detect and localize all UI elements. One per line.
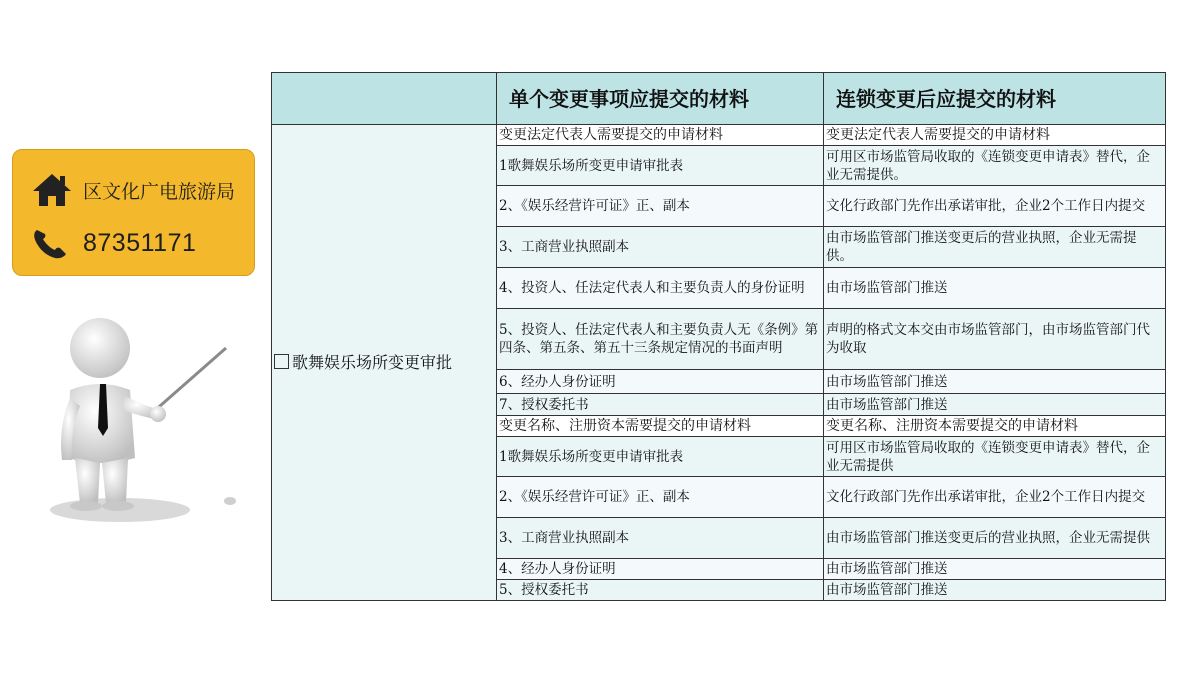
materials-table: [271, 72, 1166, 601]
row-left: 5、投资人、任法定代表人和主要负责人无《条例》第四条、第五条、第五十三条规定情况的书面声明: [497, 309, 824, 370]
group-title-left: 变更法定代表人需要提交的申请材料: [497, 125, 824, 146]
header-single-change: 单个变更事项应提交的材料: [497, 73, 824, 125]
phone-icon: [31, 226, 71, 260]
row-left: 2、《娱乐经营许可证》正、副本: [497, 477, 824, 518]
contact-card: [12, 149, 255, 276]
row-right: 由市场监管部门推送变更后的营业执照，企业无需提供: [824, 518, 1166, 559]
row-left: 7、授权委托书: [497, 394, 824, 416]
row-left: 1歌舞娱乐场所变更申请审批表: [497, 437, 824, 477]
row-left: 1歌舞娱乐场所变更申请审批表: [497, 146, 824, 186]
row-right: 由市场监管部门推送: [824, 370, 1166, 394]
row-right: 文化行政部门先作出承诺审批，企业2个工作日内提交: [824, 477, 1166, 518]
row-left: 2、《娱乐经营许可证》正、副本: [497, 186, 824, 227]
phone-row: [31, 226, 196, 260]
row-right: 由市场监管部门推送: [824, 268, 1166, 309]
org-row: [31, 172, 235, 208]
presenter-figure: [40, 318, 240, 528]
row-right: 由市场监管部门推送变更后的营业执照，企业无需提供。: [824, 227, 1166, 268]
row-right: 文化行政部门先作出承诺审批，企业2个工作日内提交: [824, 186, 1166, 227]
org-name: 区文化广电旅游局: [83, 180, 236, 203]
row-left: 6、经办人身份证明: [497, 370, 824, 394]
row-right: 由市场监管部门推送: [824, 580, 1166, 601]
side-label-cell: [272, 125, 497, 601]
row-right: 可用区市场监管局收取的《连锁变更申请表》替代，企业无需提供: [824, 437, 1166, 477]
checkbox-icon: [274, 354, 289, 369]
row-right: 声明的格式文本交由市场监管部门，由市场监管部门代为收取: [824, 309, 1166, 370]
row-left: 5、授权委托书: [497, 580, 824, 601]
group-title-right: 变更名称、注册资本需要提交的申请材料: [824, 416, 1166, 437]
row-left: 4、经办人身份证明: [497, 559, 824, 580]
table-header-row: [272, 73, 1166, 125]
side-label: 歌舞娱乐场所变更审批: [292, 352, 453, 372]
group-title-row: [272, 125, 1166, 146]
row-left: 3、工商营业执照副本: [497, 518, 824, 559]
header-blank: [272, 73, 497, 125]
row-right: 由市场监管部门推送: [824, 394, 1166, 416]
home-icon: [31, 172, 73, 208]
row-right: 由市场监管部门推送: [824, 559, 1166, 580]
phone-number: 87351171: [83, 228, 197, 257]
row-left: 4、投资人、任法定代表人和主要负责人的身份证明: [497, 268, 824, 309]
group-title-right: 变更法定代表人需要提交的申请材料: [824, 125, 1166, 146]
header-chain-change: 连锁变更后应提交的材料: [824, 73, 1166, 125]
group-title-left: 变更名称、注册资本需要提交的申请材料: [497, 416, 824, 437]
row-left: 3、工商营业执照副本: [497, 227, 824, 268]
row-right: 可用区市场监管局收取的《连锁变更申请表》替代，企业无需提供。: [824, 146, 1166, 186]
